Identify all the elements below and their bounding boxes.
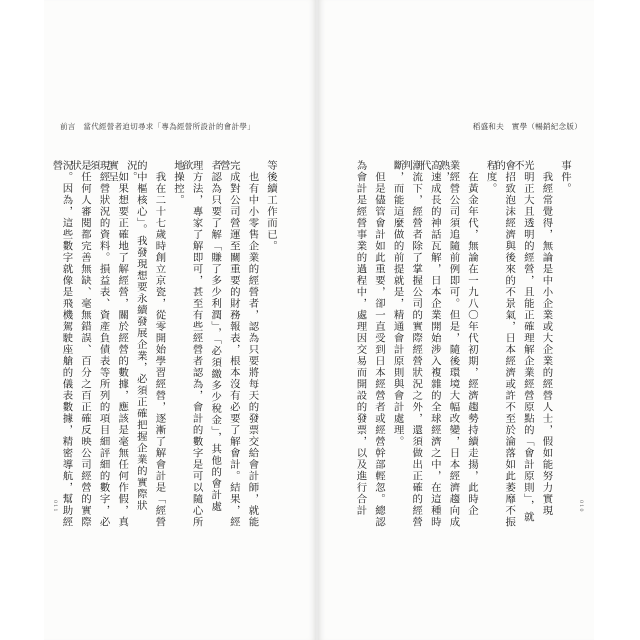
text-column: 斷，而能這麼做的前提就是，精通會計原則與會計處理。 (391, 160, 404, 448)
text-column: 但是儘管會計如此重要，卻一直受到日本經營者或經營幹部輕忽。總認 (373, 160, 385, 528)
text-column: 現經營狀況的資料。損益表、資產負債表等所列的項目細評細的數字，必須 (87, 160, 110, 528)
text-column: 光明正大且透明的經營，且能正確理解企業經營原點的「會計原則」，就不 (511, 160, 534, 523)
text-column: 在黃金年代，無論在一九八〇年代初期，經濟趨勢持續走揚，此時企 (466, 160, 478, 517)
text-column: 程度。 (484, 160, 497, 195)
running-header-left: 前言 當代經營者迫切尋求「專為經營所設計的會計學」 (60, 122, 255, 131)
text-column: 完成對公司營運至關重要的財務報表，根本沒有必要了解會計。結果，經營 (217, 160, 240, 528)
text-column: 事件。 (559, 160, 571, 195)
text-column: 業經營公司須追隨前例即可。但是，隨後環境大幅改變，日本經濟趨向成熟， (437, 160, 460, 528)
text-column: 我經常覺得，無論是中小企業或大企業的經營人士，假如能努力實現 (540, 160, 553, 517)
page-number-right: 010 (578, 500, 584, 513)
text-column: 況。因為，這些數字就像是飛機駕駛座艙的儀表數據，精密導航，幫助經營 (50, 160, 73, 528)
text-column: 我在二十七歲時創立京瓷，從零開始學習經營，逐漸了解會計是「經營 (153, 160, 166, 528)
text-column: 是任何人審閱都完善無缺、毫無錯誤、百分之百正確反映公司經營的實際狀 (69, 160, 91, 528)
text-column: 者認為只要了解「賺了多少利潤」，「必須繳多少稅金」，其他的會計處 (209, 160, 222, 513)
text-column: 的中樞核心」。我發現想要永續發展企業，必須正確把握企業的實際狀況。 (124, 160, 147, 512)
page-number-left: 011 (52, 500, 58, 513)
text-column: 理方法，專家了解即可，甚至有些經營者認為，會計的數字是可以隨心所欲 (180, 160, 203, 528)
text-column: 潮流下，經營者除了掌握公司的實際經營狀況之外，還須做出正確的經營判 (400, 160, 423, 528)
running-header-right: 稻盛和夫 實學（暢銷紀念版） (472, 122, 582, 131)
text-column: 也有中小零售企業的經營者，認為只要將每天的發票交給會計師，就能 (246, 160, 259, 528)
text-column: 高速成長的神話瓦解，日本企業開始涉入複雜的全球經濟之中，在這種時代 (418, 160, 441, 528)
text-column: 等後續工作而已。 (265, 160, 277, 252)
text-column: 為會計是經營事業的過程中，處理因交易而開設的發票，以及進行合計 (354, 160, 367, 517)
text-column: 會招致泡沫經濟與後來的不景氣，日本經濟或許不至於淪落如此萎靡不振的 (493, 160, 516, 528)
text-column: 如果想要正確地了解經營，關於經營的數據，應該是毫無任何作假，真實呈 (106, 160, 129, 528)
text-column: 地操控。 (172, 160, 184, 206)
